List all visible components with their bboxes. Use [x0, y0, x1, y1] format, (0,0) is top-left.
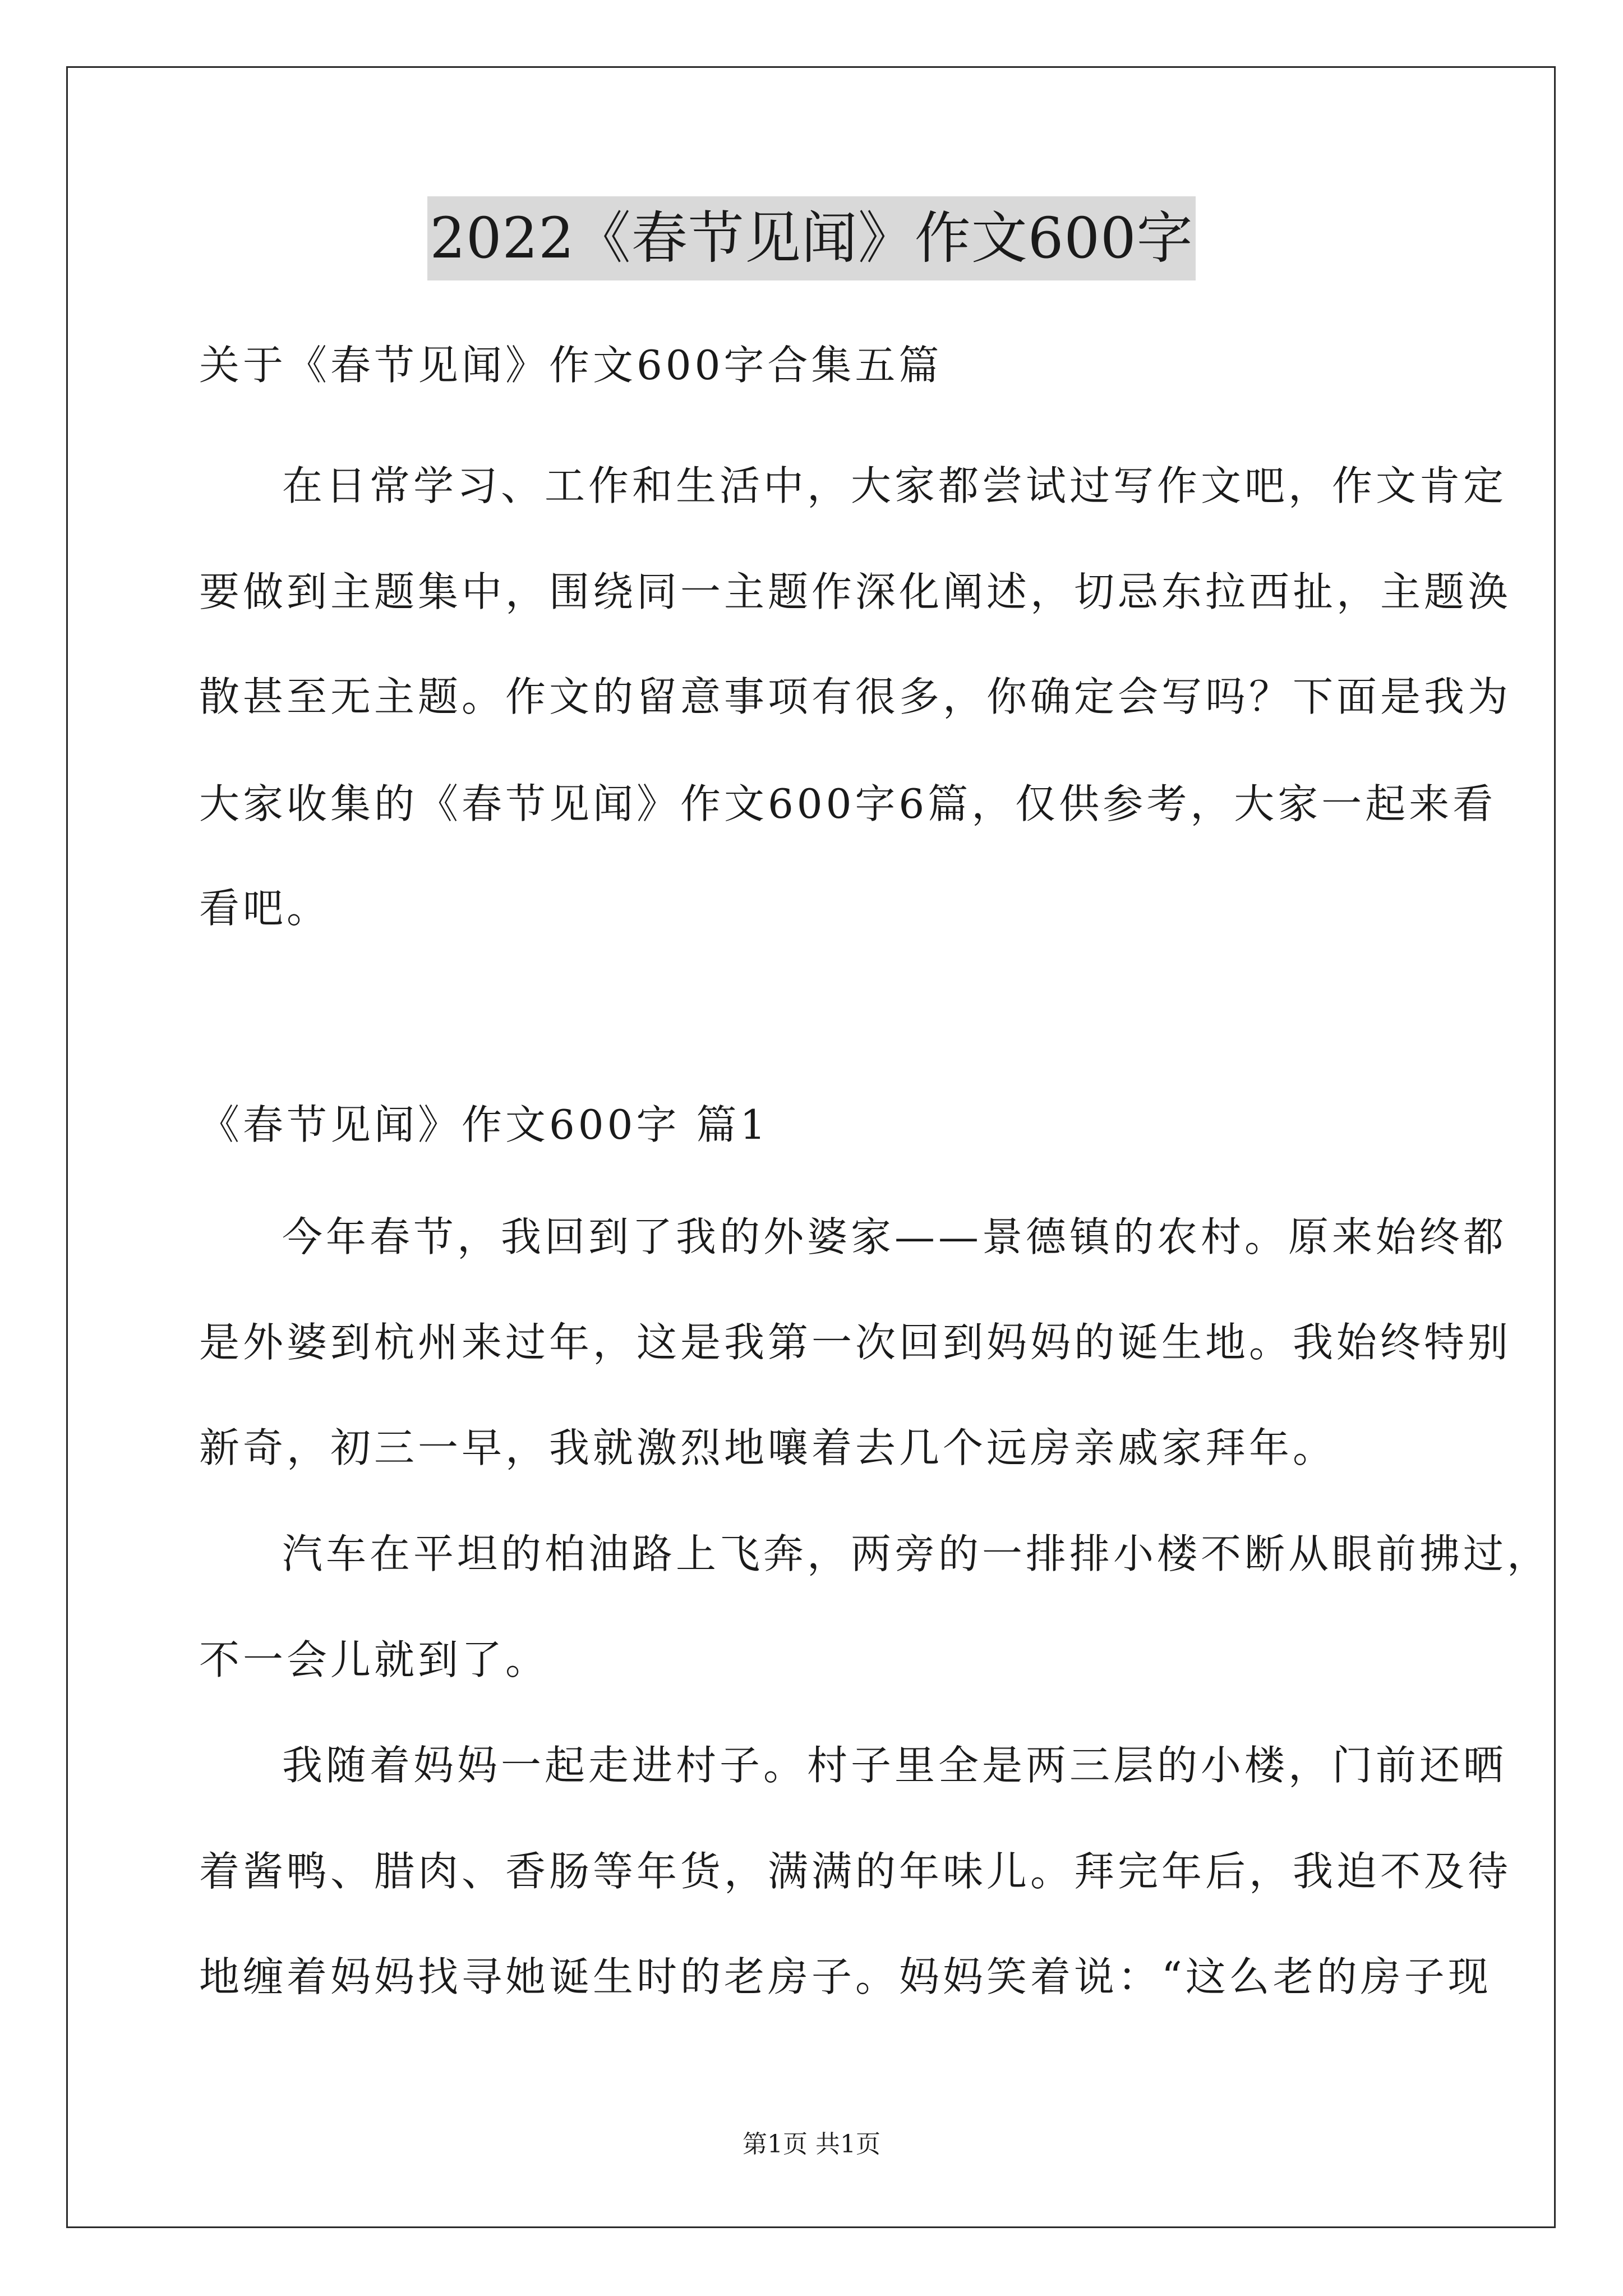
paragraph-line: 着酱鸭、腊肉、香肠等年货，满满的年味儿。拜完年后，我迫不及待: [199, 1848, 1512, 1895]
paragraph-line: 今年春节，我回到了我的外婆家——景德镇的农村。原来始终都: [282, 1213, 1507, 1260]
intro-line: 大家收集的《春节见闻》作文600字6篇，仅供参考，大家一起来看: [199, 780, 1497, 827]
document-title: 2022《春节见闻》作文600字: [427, 196, 1195, 280]
paragraph-line: 不一会儿就到了。: [199, 1636, 550, 1683]
title-container: [0, 196, 1623, 280]
paragraph-line: 地缠着妈妈找寻她诞生时的老房子。妈妈笑着说：“这么老的房子现: [199, 1953, 1492, 2000]
paragraph-line: 新奇，初三一早，我就激烈地嚷着去几个远房亲戚家拜年。: [199, 1424, 1337, 1471]
paragraph-line: 是外婆到杭州来过年，这是我第一次回到妈妈的诞生地。我始终特别: [199, 1319, 1512, 1366]
subtitle: 关于《春节见闻》作文600字合集五篇: [199, 342, 943, 389]
intro-line: 散甚至无主题。作文的留意事项有很多，你确定会写吗？下面是我为: [199, 673, 1512, 720]
paragraph-line: 汽车在平坦的柏油路上飞奔，两旁的一排排小楼不断从眼前拂过，: [282, 1530, 1551, 1577]
section-heading: 《春节见闻》作文600字 篇1: [199, 1101, 769, 1148]
intro-line: 要做到主题集中，围绕同一主题作深化阐述，切忌东拉西扯，主题涣: [199, 568, 1512, 615]
paragraph-line: 我随着妈妈一起走进村子。村子里全是两三层的小楼，门前还晒: [282, 1742, 1507, 1789]
page-footer: 第1页 共1页: [743, 2130, 880, 2159]
intro-line: 在日常学习、工作和生活中，大家都尝试过写作文吧，作文肯定: [282, 462, 1507, 509]
intro-line: 看吧。: [199, 885, 331, 932]
